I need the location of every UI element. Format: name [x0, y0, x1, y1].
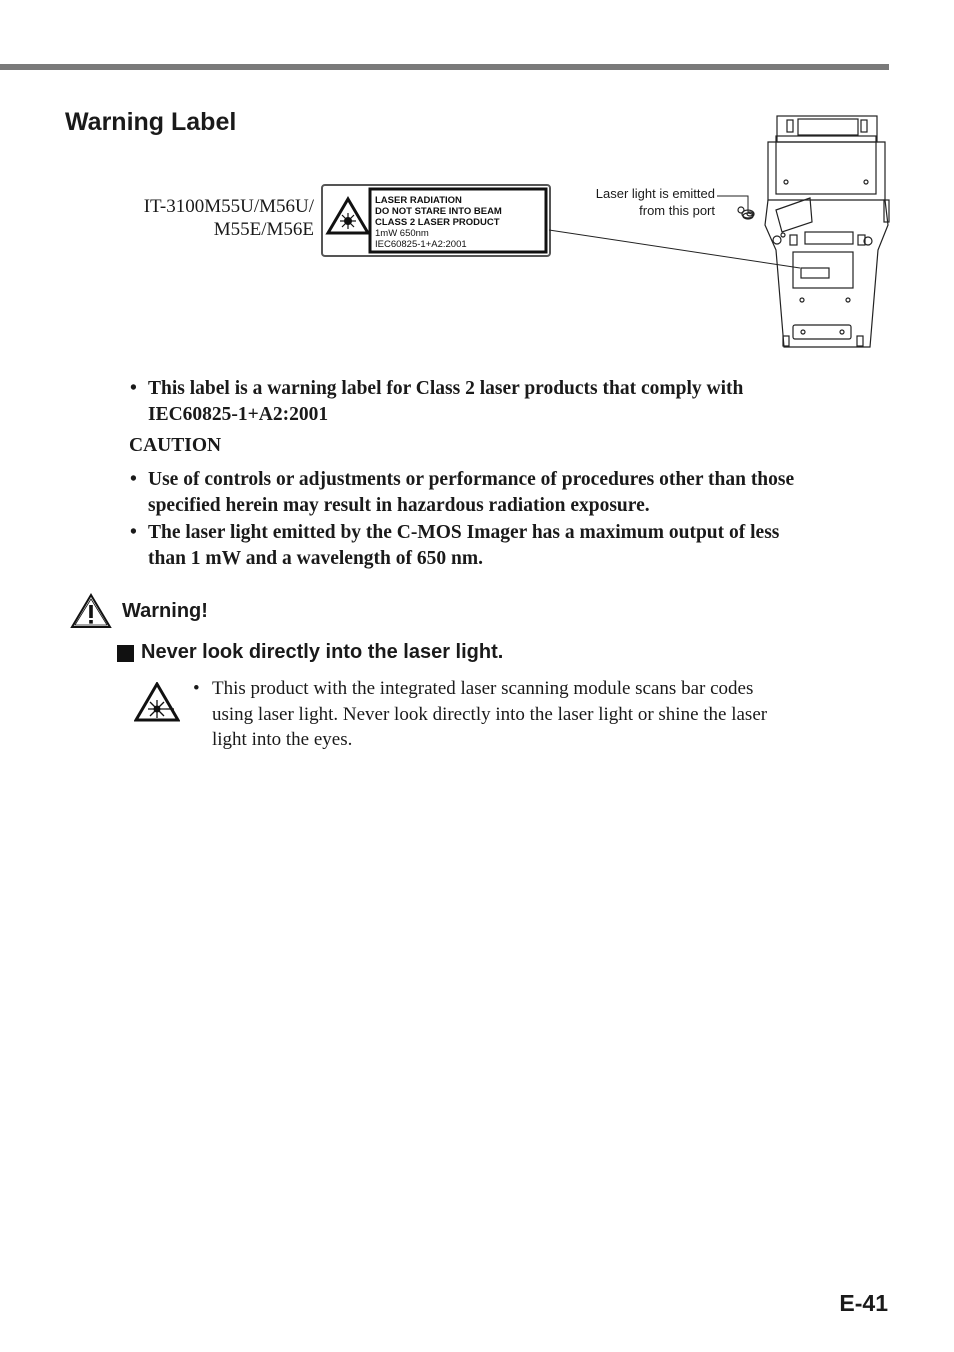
label-line-2: DO NOT STARE INTO BEAM — [375, 206, 502, 217]
warning-title: Warning! — [122, 600, 208, 622]
label-line-5: IEC60825-1+A2:2001 — [375, 239, 467, 250]
model-name: IT-3100M55U/M56U/ M55E/M56E — [143, 196, 314, 240]
bullet-compliance: • This label is a warning label for Class 2 laser products that comply with IEC60825-1+A2:2001 — [130, 378, 744, 425]
label-line-3: CLASS 2 LASER PRODUCT — [375, 217, 500, 228]
bullet-output: • The laser light emitted by the C-MOS Imager has a maximum output of less than 1 mW and a wavelength of 650 nm. — [130, 522, 780, 569]
warning-triangle-icon — [70, 593, 112, 629]
page-number: E-41 — [839, 1290, 888, 1316]
laser-port-callout: Laser light is emitted from this port — [595, 186, 715, 218]
page-title: Warning Label — [65, 108, 237, 136]
warning-body: • This product with the integrated laser scanning module scans bar codes using laser light. Never look directly into the laser light or shine the laser light into the eyes. — [193, 678, 768, 750]
laser-hazard-icon — [134, 682, 180, 722]
caution-heading: CAUTION — [129, 435, 222, 456]
label-line-4: 1mW 650nm — [375, 228, 429, 239]
square-bullet-icon — [117, 645, 134, 662]
device-illustration — [540, 110, 890, 350]
label-line-1: LASER RADIATION — [375, 195, 462, 206]
bullet-controls: • Use of controls or adjustments or performance of procedures other than those specified herein may result in hazardous radiation exposure. — [130, 469, 795, 516]
warning-heading: Never look directly into the laser light. — [141, 641, 504, 663]
